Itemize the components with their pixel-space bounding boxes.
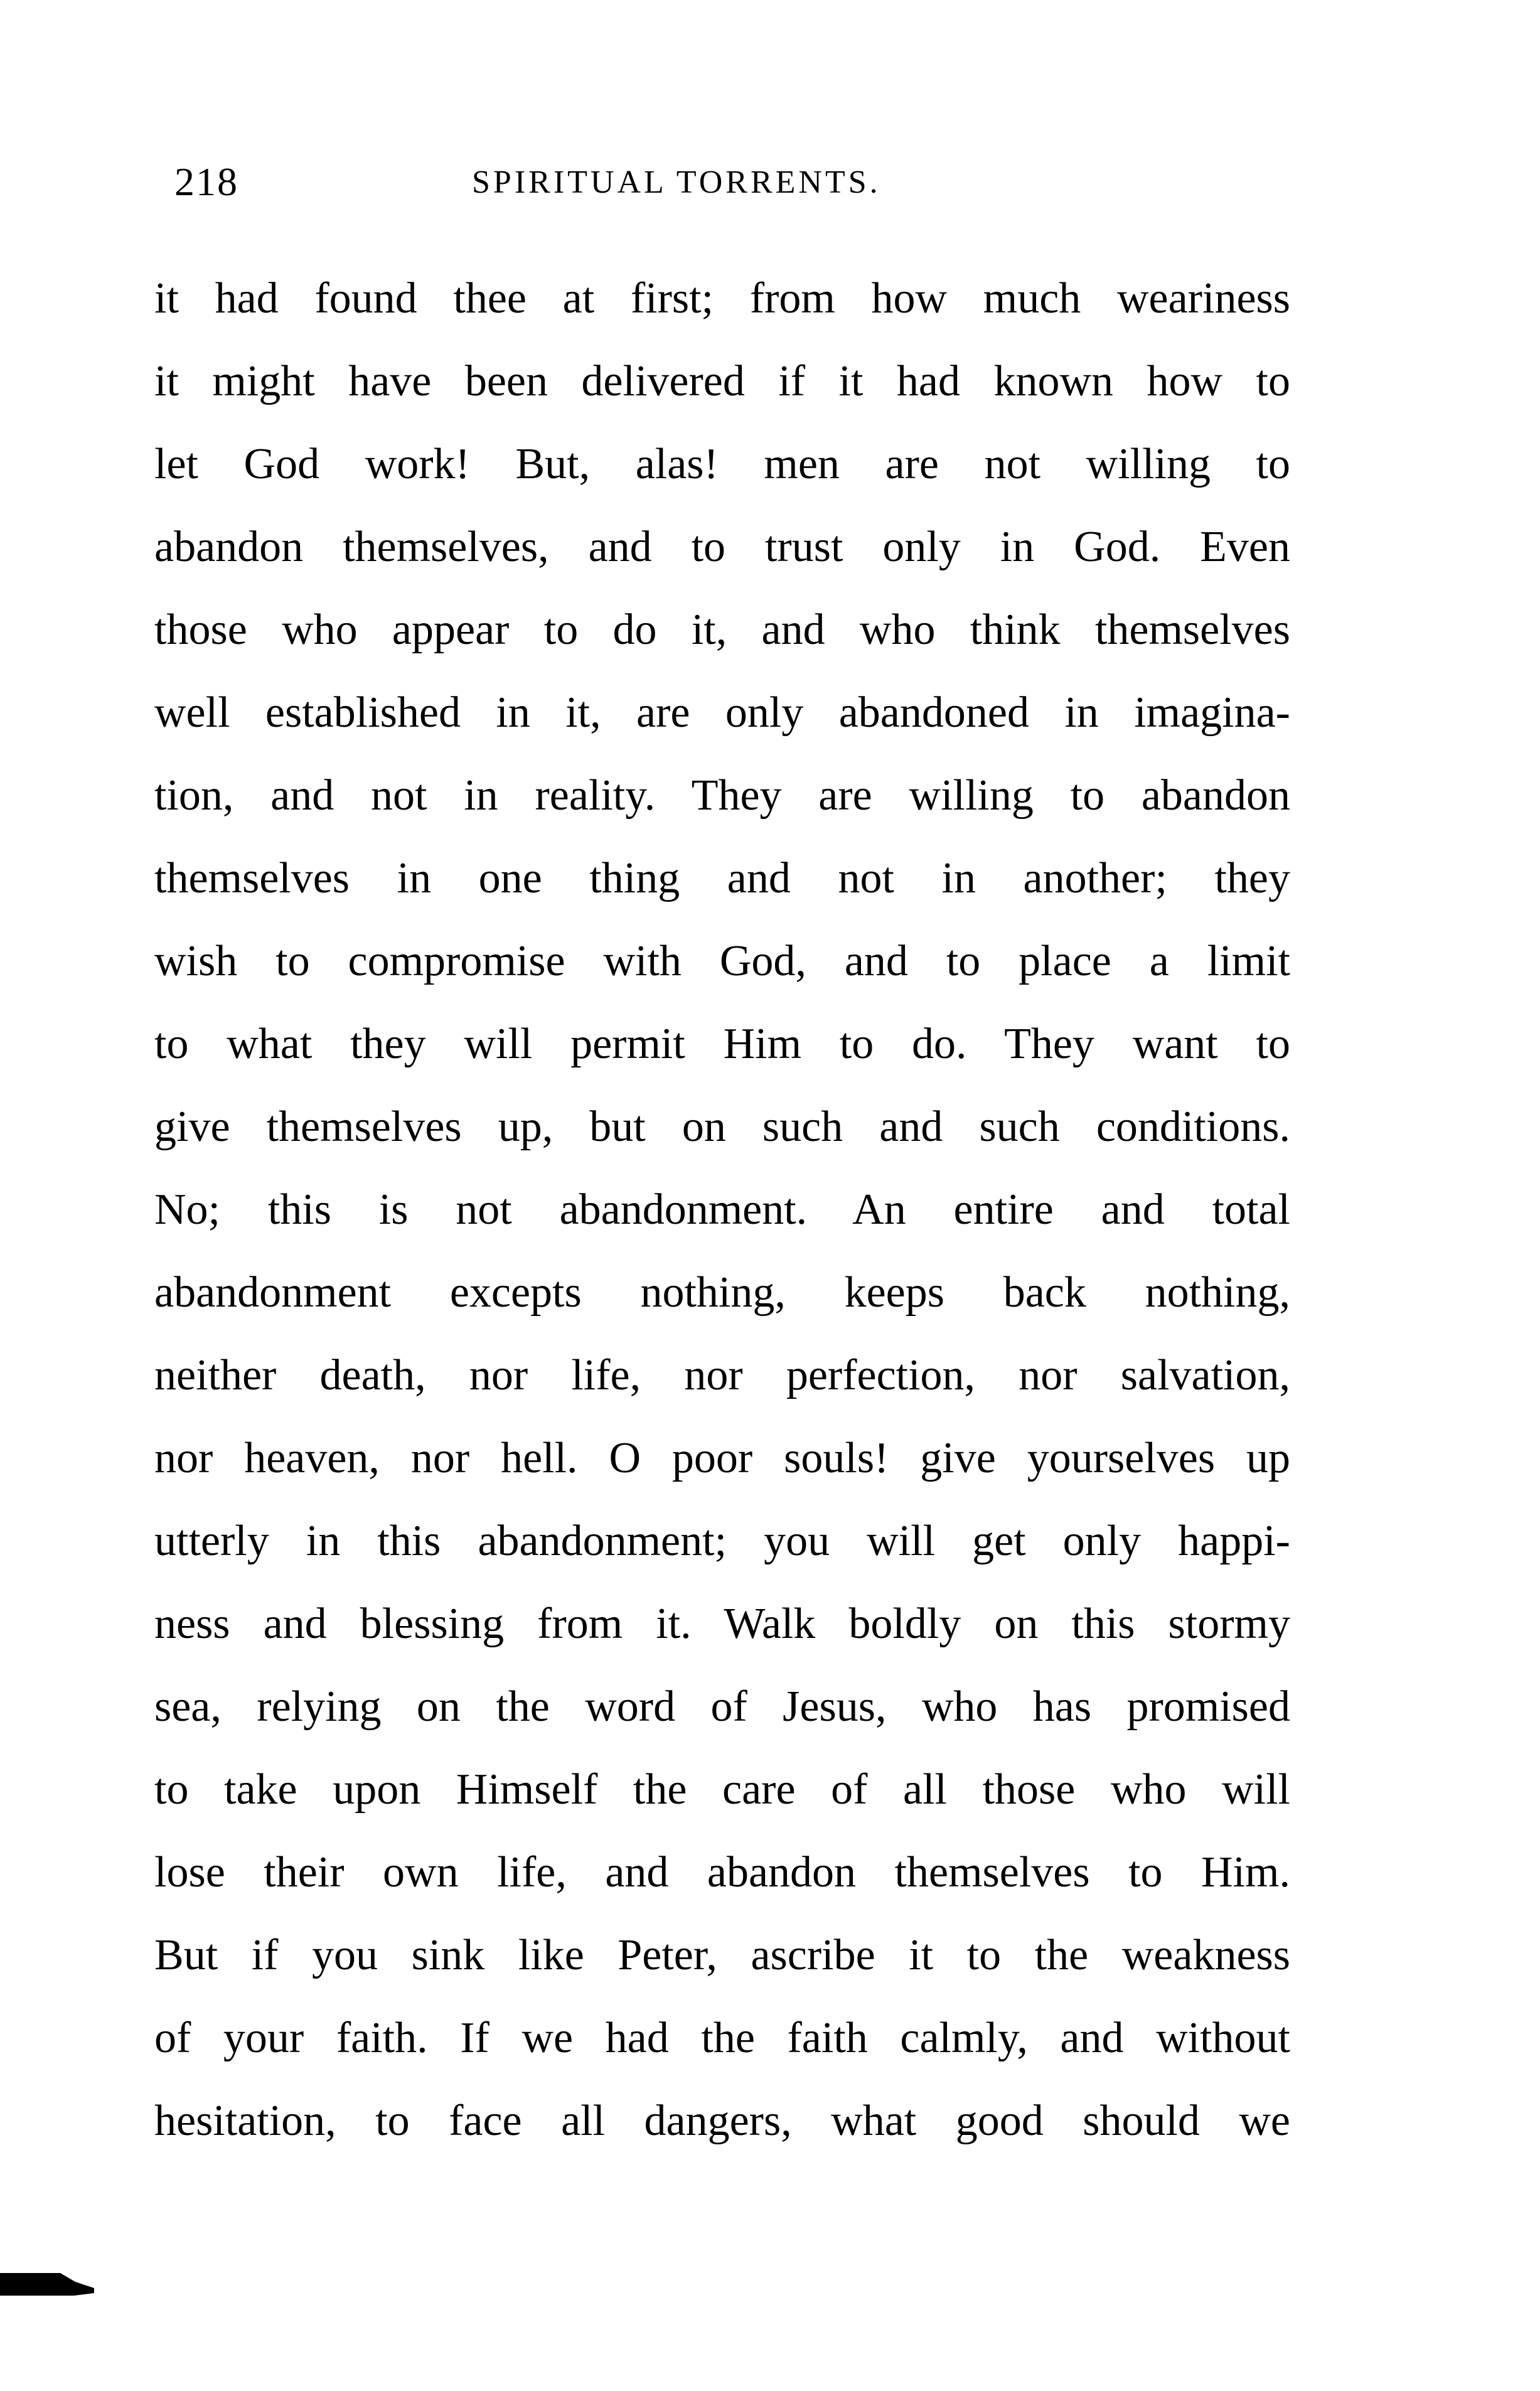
text-line: sea, relying on the word of Jesus, who has promised [154, 1682, 1290, 1731]
text-line: well established in it, are only abandoned in imagina- [154, 688, 1290, 737]
text-line: abandon themselves, and to trust only in God. Even [154, 523, 1290, 571]
text-line: utterly in this abandonment; you will get only happi- [154, 1517, 1290, 1565]
text-line: of your faith. If we had the faith calmly, and without [154, 2014, 1290, 2062]
body-text [154, 257, 1290, 2163]
running-title: SPIRITUAL TORRENTS. [472, 164, 881, 200]
page-number: 218 [174, 159, 238, 204]
text-line: abandonment excepts nothing, keeps back nothing, [154, 1268, 1290, 1317]
text-line: themselves in one thing and not in another; they [154, 854, 1290, 902]
text-line: hesitation, to face all dangers, what good should we [154, 2097, 1290, 2145]
text-line: But if you sink like Peter, ascribe it to the weakness [154, 1931, 1290, 1979]
text-line: neither death, nor life, nor perfection, nor salvation, [154, 1351, 1290, 1399]
text-line: tion, and not in reality. They are willing to abandon [154, 771, 1290, 820]
text-line: nor heaven, nor hell. O poor souls! give yourselves up [154, 1434, 1290, 1482]
text-line: No; this is not abandonment. An entire and total [154, 1185, 1290, 1234]
text-line: to take upon Himself the care of all those who will [154, 1765, 1290, 1814]
text-line: it had found thee at first; from how much weariness [154, 274, 1290, 323]
text-line: ness and blessing from it. Walk boldly on this stormy [154, 1600, 1290, 1648]
text-line: lose their own life, and abandon themselves to Him. [154, 1848, 1290, 1896]
text-line: to what they will permit Him to do. They want to [154, 1020, 1290, 1068]
text-line: give themselves up, but on such and such conditions. [154, 1103, 1290, 1151]
text-line: it might have been delivered if it had known how to [154, 357, 1290, 405]
text-line: those who appear to do it, and who think themselves [154, 606, 1290, 654]
ink-mark-icon [0, 2271, 94, 2298]
text-line: let God work! But, alas! men are not willing to [154, 440, 1290, 488]
text-line: wish to compromise with God, and to place a limit [154, 937, 1290, 985]
